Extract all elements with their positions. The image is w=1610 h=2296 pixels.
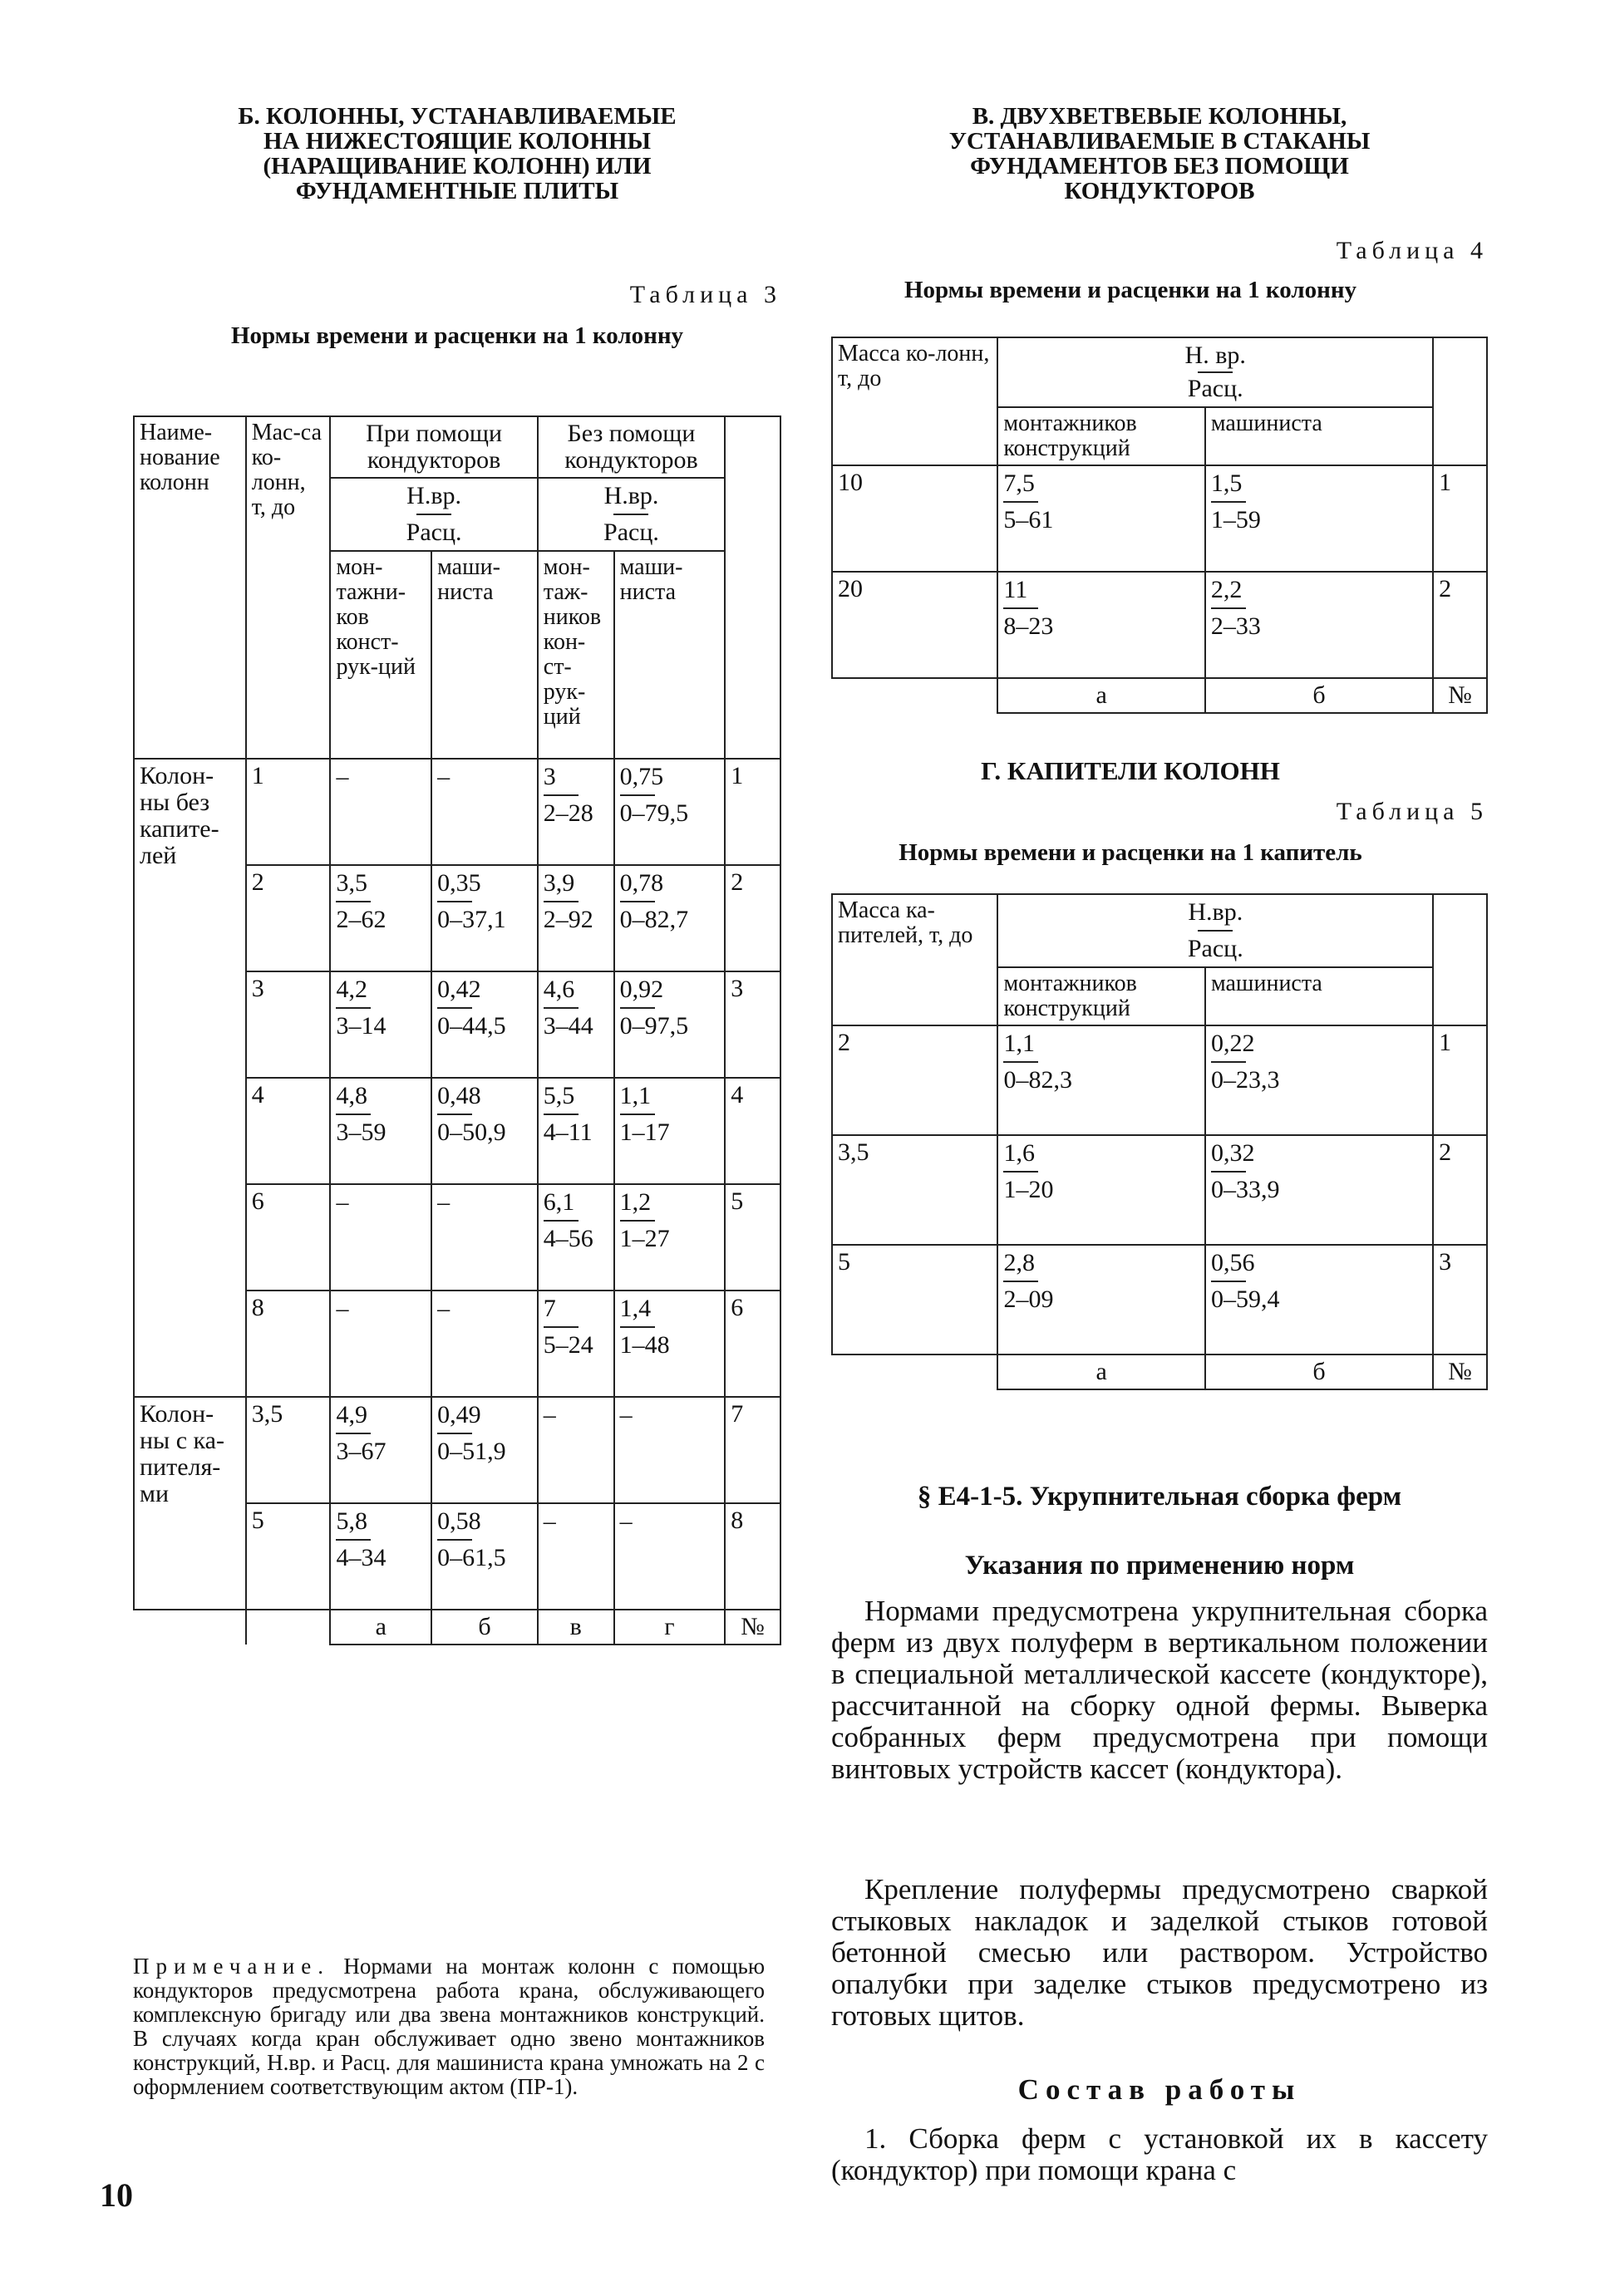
- t3-h-nvr-2: $\frac{Н.вр.}{\text{Расц.}}$: [538, 478, 725, 551]
- t4-h-mont: монтажников конструкций: [997, 407, 1205, 465]
- work-composition-title: Состав работы: [1017, 2073, 1302, 2106]
- t3-cell-a: $\frac{4,9}{3-67}$: [330, 1397, 431, 1503]
- t3-row-no: 5: [725, 1184, 780, 1291]
- t3-footer-b: б: [431, 1610, 538, 1645]
- table4: [831, 337, 1488, 714]
- t4-footer-b: б: [1205, 678, 1433, 713]
- t4-h-nvr: $\frac{Н. вр.}{\text{Расц.}}$: [997, 337, 1433, 407]
- cell-a: $\frac{2,8}{2-09}$: [997, 1245, 1205, 1354]
- t3-cell-g: $\frac{0,92}{0-97,5}$: [614, 971, 726, 1078]
- paragraph-3: 1. Сборка ферм с установкой их в кассету (кондуктор) при помощи крана с: [831, 2122, 1488, 2186]
- t3-mass: 8: [246, 1291, 331, 1397]
- table-row: [832, 1245, 1487, 1354]
- t3-h-without: Без помощи кондукторов: [538, 416, 725, 478]
- page-number: 10: [100, 2176, 133, 2214]
- t3-row-no: 3: [725, 971, 780, 1078]
- table-row: [134, 1397, 780, 1503]
- t3-cell-b: –: [431, 1291, 538, 1397]
- t5-body: [832, 1025, 1487, 1354]
- row-no: 3: [1433, 1245, 1487, 1354]
- t3-cell-v: $\frac{7}{5-24}$: [538, 1291, 614, 1397]
- t3-row-no: 7: [725, 1397, 780, 1503]
- table-row: [832, 1025, 1487, 1135]
- t3-cell-b: $\frac{0,58}{0-61,5}$: [431, 1503, 538, 1610]
- t4-body: [832, 465, 1487, 678]
- t3-row-no: 4: [725, 1078, 780, 1184]
- t5-footer-no: №: [1433, 1354, 1487, 1389]
- mass-cell: 20: [832, 572, 997, 678]
- t3-cell-g: $\frac{1,1}{1-17}$: [614, 1078, 726, 1184]
- t3-cell-b: –: [431, 1184, 538, 1291]
- row-no: 1: [1433, 1025, 1487, 1135]
- note-text: Нормами на монтаж колонн с помощью кондукторов предусмотрена работа крана, обслуживающего комплексную бригаду или два звена монтажников конструкций. В случаях когда кран обслуживает одно звено монтажников конструкций, Н.вр. и Расц. для машиниста крана умножать на 2 с оформлением соответствующим актом (ПР-1).: [133, 1954, 765, 2099]
- t3-footer-no: №: [725, 1610, 780, 1645]
- table-row: [832, 1135, 1487, 1245]
- paragraph-title: § Е4-1-5. Укрупнительная сборка ферм: [917, 1482, 1402, 1512]
- t3-cell-g: $\frac{1,2}{1-27}$: [614, 1184, 726, 1291]
- t3-mass: 5: [246, 1503, 331, 1610]
- table4-label: Таблица 4: [1336, 237, 1488, 264]
- t3-cell-b: $\frac{0,48}{0-50,9}$: [431, 1078, 538, 1184]
- t5-h-mash: машиниста: [1205, 967, 1433, 1025]
- t3-footer-a: а: [330, 1610, 431, 1645]
- table3-note: [133, 1954, 765, 2099]
- t3-row-no: 1: [725, 759, 780, 865]
- t3-mass: 1: [246, 759, 331, 865]
- t3-cell-a: –: [330, 1184, 431, 1291]
- t3-h-nvr-1: $\frac{Н.вр.}{\text{Расц.}}$: [330, 478, 537, 551]
- cell-b: $\frac{0,22}{0-23,3}$: [1205, 1025, 1433, 1135]
- t3-h-name: Наиме-нование колонн: [134, 416, 246, 759]
- t3-cell-v: $\frac{3}{2-28}$: [538, 759, 614, 865]
- t3-cell-g: $\frac{0,78}{0-82,7}$: [614, 865, 726, 971]
- cell-b: $\frac{2,2}{2-33}$: [1205, 572, 1433, 678]
- t3-h-mash: маши-ниста: [431, 551, 538, 759]
- t3-group-2: Колон-ны с ка-пителя-ми: [134, 1397, 246, 1610]
- t3-group-1: Колон-ны без капите-лей: [134, 759, 246, 1397]
- table3: [133, 415, 781, 1645]
- t3-cell-v: $\frac{4,6}{3-44}$: [538, 971, 614, 1078]
- row-no: 1: [1433, 465, 1487, 572]
- t3-mass: 3,5: [246, 1397, 331, 1503]
- cell-b: $\frac{1,5}{1-59}$: [1205, 465, 1433, 572]
- table-row: [832, 465, 1487, 572]
- t4-footer-a: а: [997, 678, 1205, 713]
- t3-cell-g: $\frac{0,75}{0-79,5}$: [614, 759, 726, 865]
- t3-cell-v: $\frac{6,1}{4-56}$: [538, 1184, 614, 1291]
- table-row: [134, 759, 780, 865]
- t3-cell-a: $\frac{3,5}{2-62}$: [330, 865, 431, 971]
- t4-h-mash: машиниста: [1205, 407, 1433, 465]
- paragraph-2: Крепление полуфермы предусмотрено сваркой стыковых накладок и заделкой стыков готовой бетонной смесью или раствором. Устройство опалубки при заделке стыков предусмотрено из готовых щитов.: [831, 1873, 1488, 2032]
- t4-footer-no: №: [1433, 678, 1487, 713]
- cell-a: $\frac{11}{8-23}$: [997, 572, 1205, 678]
- table5: [831, 893, 1488, 1390]
- t3-cell-b: –: [431, 759, 538, 865]
- t3-cell-a: –: [330, 1291, 431, 1397]
- cell-b: $\frac{0,56}{0-59,4}$: [1205, 1245, 1433, 1354]
- t3-cell-v: –: [538, 1397, 614, 1503]
- paragraph-1: Нормами предусмотрена укрупнительная сборка ферм из двух полуферм в вертикальном положении в специальной металлической кассете (кондукторе), рассчитанной на сборку одной фермы. Выверка собранных ферм предусмотрена при помощи винтовых устройств кассет (кондуктора).: [831, 1595, 1488, 1785]
- t5-footer-a: а: [997, 1354, 1205, 1389]
- t3-row-no: 2: [725, 865, 780, 971]
- mass-cell: 3,5: [832, 1135, 997, 1245]
- t3-mass: 3: [246, 971, 331, 1078]
- section-v-title: В. ДВУХВЕТВЕВЫЕ КОЛОННЫ, УСТАНАВЛИВАЕМЫЕ В СТАКАНЫ ФУНДАМЕНТОВ БЕЗ ПОМОЩИ КОНДУКТОРОВ: [948, 103, 1371, 204]
- t3-cell-g: –: [614, 1397, 726, 1503]
- t3-cell-a: $\frac{4,2}{3-14}$: [330, 971, 431, 1078]
- t3-cell-a: $\frac{5,8}{4-34}$: [330, 1503, 431, 1610]
- t3-h-mont2: мон-таж-ников кон-ст-рук-ций: [538, 551, 614, 759]
- t5-h-nvr: $\frac{Н.вр.}{\text{Расц.}}$: [997, 894, 1433, 967]
- t3-footer-g: г: [614, 1610, 726, 1645]
- t3-h-with: При помощи кондукторов: [330, 416, 537, 478]
- t3-cell-b: $\frac{0,42}{0-44,5}$: [431, 971, 538, 1078]
- cell-b: $\frac{0,32}{0-33,9}$: [1205, 1135, 1433, 1245]
- t3-cell-b: $\frac{0,35}{0-37,1}$: [431, 865, 538, 971]
- row-no: 2: [1433, 1135, 1487, 1245]
- t3-cell-v: –: [538, 1503, 614, 1610]
- t3-cell-b: $\frac{0,49}{0-51,9}$: [431, 1397, 538, 1503]
- mass-cell: 5: [832, 1245, 997, 1354]
- t4-h-mass: Масса ко-лонн, т, до: [832, 337, 997, 465]
- t3-h-mont: мон-тажни-ков конст-рук-ций: [330, 551, 431, 759]
- table5-label: Таблица 5: [1336, 798, 1488, 825]
- table3-caption: Нормы времени и расценки на 1 колонну: [230, 322, 684, 349]
- mass-cell: 2: [832, 1025, 997, 1135]
- row-no: 2: [1433, 572, 1487, 678]
- t3-body: [134, 759, 780, 1610]
- section-b-title: Б. КОЛОННЫ, УСТАНАВЛИВАЕМЫЕ НА НИЖЕСТОЯЩИЕ КОЛОННЫ (НАРАЩИВАНИЕ КОЛОНН) ИЛИ ФУНДАМЕНТНЫЕ ПЛИТЫ: [238, 103, 677, 204]
- t3-footer-v: в: [538, 1610, 614, 1645]
- t3-row-no: 8: [725, 1503, 780, 1610]
- t3-cell-g: $\frac{1,4}{1-48}$: [614, 1291, 726, 1397]
- note-label: Примечание.: [133, 1954, 331, 1979]
- t3-row-no: 6: [725, 1291, 780, 1397]
- t3-mass: 6: [246, 1184, 331, 1291]
- table5-caption: Нормы времени и расценки на 1 капитель: [899, 839, 1362, 866]
- instructions-title: Указания по применению норм: [964, 1551, 1355, 1581]
- t5-footer-b: б: [1205, 1354, 1433, 1389]
- t3-cell-a: –: [330, 759, 431, 865]
- table3-label: Таблица 3: [629, 281, 781, 308]
- t3-h-mass: Мас-са ко-лонн, т, до: [246, 416, 331, 759]
- t3-cell-v: $\frac{3,9}{2-92}$: [538, 865, 614, 971]
- table-row: [832, 572, 1487, 678]
- t3-h-mash2: маши-ниста: [614, 551, 726, 759]
- t3-mass: 4: [246, 1078, 331, 1184]
- cell-a: $\frac{1,1}{0-82,3}$: [997, 1025, 1205, 1135]
- t3-cell-a: $\frac{4,8}{3-59}$: [330, 1078, 431, 1184]
- table4-caption: Нормы времени и расценки на 1 колонну: [903, 277, 1357, 303]
- cell-a: $\frac{7,5}{5-61}$: [997, 465, 1205, 572]
- t5-h-mass: Масса ка-пителей, т, до: [832, 894, 997, 1025]
- t5-h-mont: монтажников конструкций: [997, 967, 1205, 1025]
- mass-cell: 10: [832, 465, 997, 572]
- t3-cell-v: $\frac{5,5}{4-11}$: [538, 1078, 614, 1184]
- t3-cell-g: –: [614, 1503, 726, 1610]
- t3-mass: 2: [246, 865, 331, 971]
- cell-a: $\frac{1,6}{1-20}$: [997, 1135, 1205, 1245]
- section-g-title: Г. КАПИТЕЛИ КОЛОНН: [981, 756, 1280, 785]
